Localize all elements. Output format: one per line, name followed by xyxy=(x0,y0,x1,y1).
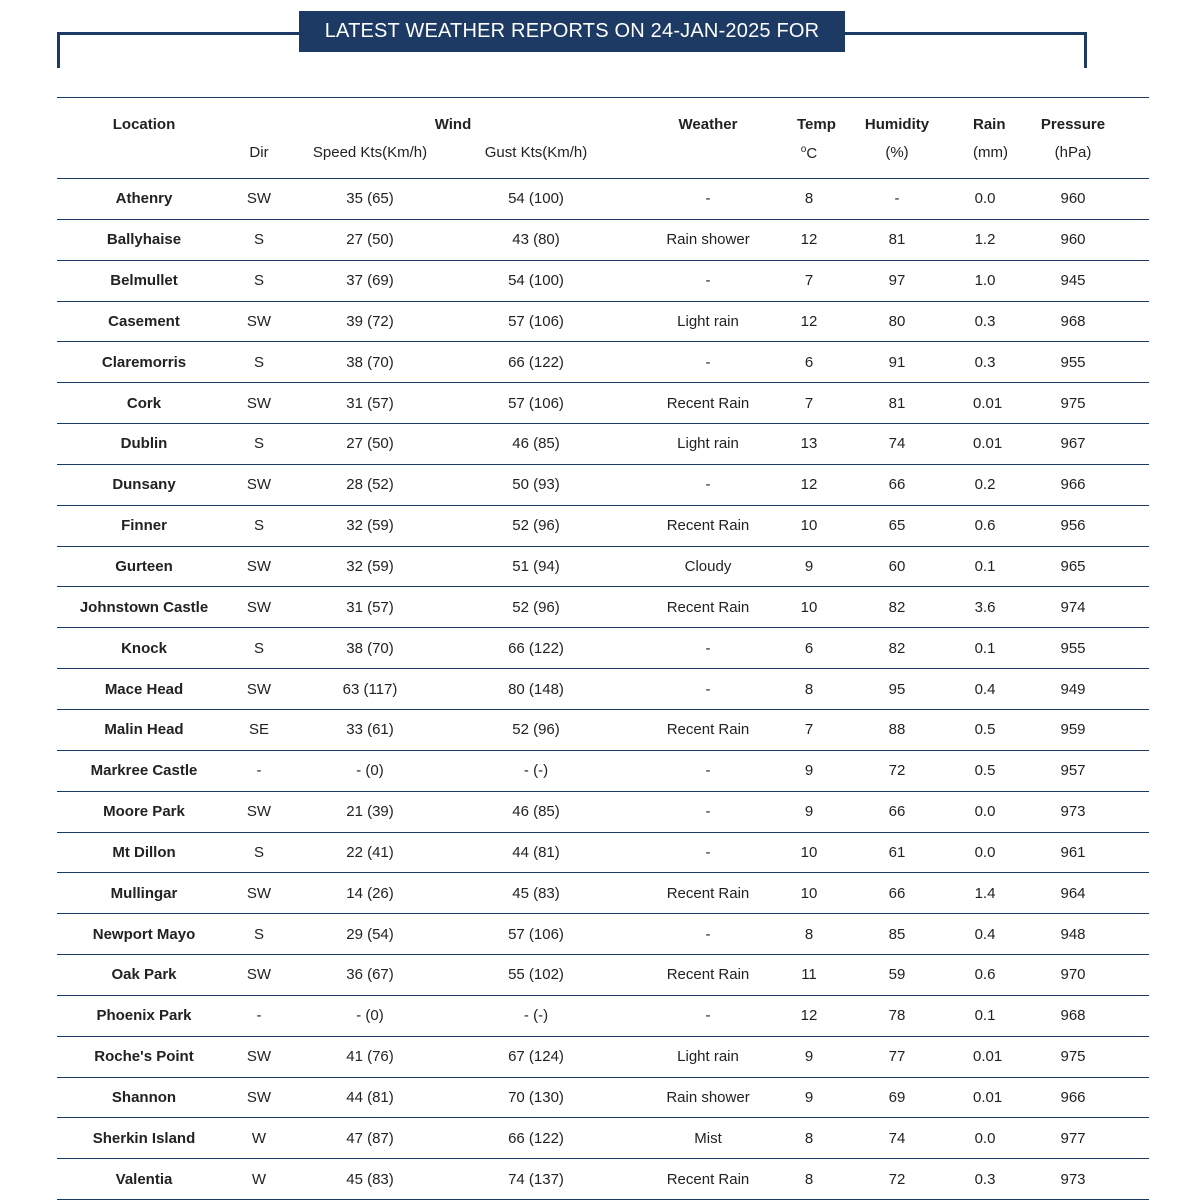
header-pressure: Pressure xyxy=(1040,115,1106,133)
header-location-unit xyxy=(57,144,231,179)
cell-weather: Recent Rain xyxy=(666,598,750,616)
table-row xyxy=(57,587,1149,628)
cell-location: Mullingar xyxy=(110,884,178,902)
cell-wind-dir: S xyxy=(253,231,264,249)
cell-weather: Rain shower xyxy=(666,231,750,249)
cell-wind-gust: 74 (137) xyxy=(508,1170,564,1188)
cell-pressure: 973 xyxy=(1060,1170,1086,1188)
table-row xyxy=(57,669,1149,710)
cell-pressure: 949 xyxy=(1060,680,1086,698)
cell-location: Shannon xyxy=(111,1088,177,1106)
cell-location: Knock xyxy=(121,639,167,657)
cell-wind-gust: 70 (130) xyxy=(508,1088,564,1106)
cell-pressure: 955 xyxy=(1060,639,1086,657)
cell-rain: 0.5 xyxy=(974,762,996,780)
cell-rain: 0.3 xyxy=(974,312,996,330)
cell-wind-dir: - xyxy=(256,1007,262,1025)
cell-humidity: 74 xyxy=(888,435,906,453)
cell-wind-dir: SW xyxy=(246,558,272,576)
cell-wind-speed: 14 (26) xyxy=(346,884,394,902)
cell-pressure: 968 xyxy=(1060,312,1086,330)
header-temp: Temp xyxy=(797,115,836,133)
cell-wind-gust: 43 (80) xyxy=(512,231,560,249)
cell-humidity: 59 xyxy=(888,966,906,984)
cell-pressure: 974 xyxy=(1060,598,1086,616)
cell-weather: Recent Rain xyxy=(666,1170,750,1188)
cell-humidity: 78 xyxy=(888,1007,906,1025)
cell-temp: 13 xyxy=(800,435,818,453)
cell-location: Roche's Point xyxy=(94,1048,194,1066)
cell-pressure: 966 xyxy=(1060,476,1086,494)
cell-pressure: 960 xyxy=(1060,231,1086,249)
cell-humidity: 72 xyxy=(888,1170,906,1188)
cell-weather: Light rain xyxy=(677,312,739,330)
cell-wind-dir: S xyxy=(253,353,264,371)
cell-rain: 1.0 xyxy=(974,272,996,290)
cell-wind-gust: 46 (85) xyxy=(512,803,560,821)
cell-wind-gust: 57 (106) xyxy=(508,312,564,330)
cell-pressure: 975 xyxy=(1060,394,1086,412)
cell-weather: Cloudy xyxy=(684,558,732,576)
cell-wind-speed: 45 (83) xyxy=(346,1170,394,1188)
cell-rain: 0.3 xyxy=(974,1170,996,1188)
cell-wind-speed: - (0) xyxy=(356,1007,384,1025)
cell-location: Malin Head xyxy=(104,721,184,739)
cell-pressure: 945 xyxy=(1060,272,1086,290)
cell-temp: 6 xyxy=(804,353,814,371)
cell-temp: 12 xyxy=(800,312,818,330)
header-rain-unit: (mm) xyxy=(973,144,1008,161)
cell-wind-gust: 54 (100) xyxy=(508,190,564,208)
cell-wind-gust: 51 (94) xyxy=(512,558,560,576)
cell-weather: - xyxy=(705,762,711,780)
cell-location: Sherkin Island xyxy=(92,1129,196,1147)
cell-rain: 0.0 xyxy=(974,1129,996,1147)
cell-wind-speed: 32 (59) xyxy=(346,558,394,576)
page-title: LATEST WEATHER REPORTS ON 24-JAN-2025 FOR 03:00 xyxy=(299,11,845,52)
cell-temp: 9 xyxy=(804,558,814,576)
cell-wind-dir: S xyxy=(253,639,264,657)
cell-temp: 10 xyxy=(800,517,818,535)
cell-temp: 9 xyxy=(804,762,814,780)
cell-temp: 8 xyxy=(804,1170,814,1188)
cell-wind-dir: SW xyxy=(246,394,272,412)
cell-rain: 0.2 xyxy=(974,476,996,494)
cell-weather: - xyxy=(705,843,711,861)
cell-rain: 0.0 xyxy=(974,803,996,821)
cell-humidity: 82 xyxy=(888,639,906,657)
cell-location: Moore Park xyxy=(103,803,185,821)
cell-wind-speed: 32 (59) xyxy=(346,517,394,535)
cell-location: Ballyhaise xyxy=(106,231,182,249)
cell-humidity: - xyxy=(894,190,900,208)
cell-location: Newport Mayo xyxy=(92,925,196,943)
cell-wind-gust: 50 (93) xyxy=(512,476,560,494)
cell-weather: - xyxy=(705,925,711,943)
header-dir: Dir xyxy=(249,144,269,161)
cell-temp: 12 xyxy=(800,231,818,249)
cell-wind-gust: - (-) xyxy=(523,762,549,780)
cell-weather: - xyxy=(705,190,711,208)
table-header xyxy=(57,98,1149,179)
header-row-main xyxy=(57,98,1149,145)
cell-humidity: 66 xyxy=(888,803,906,821)
table-body xyxy=(57,179,1149,1200)
cell-pressure: 965 xyxy=(1060,558,1086,576)
table-row xyxy=(57,914,1149,955)
cell-temp: 9 xyxy=(804,803,814,821)
cell-rain: 0.1 xyxy=(974,639,996,657)
cell-temp: 8 xyxy=(804,190,814,208)
table-row xyxy=(57,505,1149,546)
table-row xyxy=(57,464,1149,505)
cell-weather: - xyxy=(705,803,711,821)
cell-wind-gust: 45 (83) xyxy=(512,884,560,902)
cell-weather: - xyxy=(705,680,711,698)
cell-rain: 0.01 xyxy=(973,435,1003,453)
cell-rain: 0.3 xyxy=(974,353,996,371)
cell-wind-speed: 37 (69) xyxy=(346,272,394,290)
cell-weather: Light rain xyxy=(677,435,739,453)
cell-wind-speed: 21 (39) xyxy=(346,803,394,821)
cell-weather: Mist xyxy=(694,1129,722,1147)
cell-wind-dir: S xyxy=(253,517,264,535)
cell-location: Valentia xyxy=(115,1170,173,1188)
cell-wind-speed: 38 (70) xyxy=(346,353,394,371)
cell-pressure: 968 xyxy=(1060,1007,1086,1025)
cell-humidity: 77 xyxy=(888,1048,906,1066)
cell-wind-speed: 28 (52) xyxy=(346,476,394,494)
cell-wind-speed: 29 (54) xyxy=(346,925,394,943)
cell-humidity: 81 xyxy=(888,394,906,412)
cell-location: Dunsany xyxy=(112,476,176,494)
cell-weather: Rain shower xyxy=(666,1088,750,1106)
cell-pressure: 959 xyxy=(1060,721,1086,739)
cell-wind-speed: 47 (87) xyxy=(346,1129,394,1147)
cell-pressure: 967 xyxy=(1060,435,1086,453)
cell-weather: - xyxy=(705,1007,711,1025)
table-row xyxy=(57,873,1149,914)
cell-humidity: 88 xyxy=(888,721,906,739)
cell-pressure: 966 xyxy=(1060,1088,1086,1106)
cell-wind-speed: 39 (72) xyxy=(346,312,394,330)
table-row xyxy=(57,955,1149,996)
cell-pressure: 948 xyxy=(1060,925,1086,943)
cell-temp: 8 xyxy=(804,925,814,943)
temp-unit-label: C xyxy=(806,145,818,162)
cell-wind-dir: SE xyxy=(248,721,269,739)
cell-wind-dir: S xyxy=(253,272,264,290)
cell-wind-gust: - (-) xyxy=(523,1007,549,1025)
cell-humidity: 61 xyxy=(888,843,906,861)
cell-pressure: 964 xyxy=(1060,884,1086,902)
table-row xyxy=(57,1118,1149,1159)
cell-location: Belmullet xyxy=(110,272,178,290)
cell-humidity: 72 xyxy=(888,762,906,780)
cell-wind-speed: 41 (76) xyxy=(346,1048,394,1066)
cell-weather: - xyxy=(705,353,711,371)
cell-wind-gust: 52 (96) xyxy=(512,598,560,616)
cell-rain: 0.6 xyxy=(974,517,996,535)
cell-temp: 9 xyxy=(804,1048,814,1066)
table-row xyxy=(57,383,1149,424)
table-row xyxy=(57,342,1149,383)
cell-wind-dir: - xyxy=(256,762,262,780)
cell-temp: 12 xyxy=(800,1007,818,1025)
header-row-units xyxy=(57,144,1149,179)
cell-location: Cork xyxy=(126,394,162,412)
cell-temp: 12 xyxy=(800,476,818,494)
cell-location: Casement xyxy=(108,312,180,330)
cell-rain: 0.4 xyxy=(974,680,996,698)
cell-location: Finner xyxy=(121,517,167,535)
cell-wind-gust: 66 (122) xyxy=(508,353,564,371)
cell-wind-speed: 31 (57) xyxy=(346,598,394,616)
cell-rain: 1.4 xyxy=(974,884,996,902)
header-weather: Weather xyxy=(678,115,738,133)
cell-wind-dir: SW xyxy=(246,884,272,902)
header-pressure-unit: (hPa) xyxy=(1054,144,1092,161)
cell-weather: Recent Rain xyxy=(666,394,750,412)
header-humidity-unit: (%) xyxy=(885,144,909,161)
cell-location: Markree Castle xyxy=(90,762,198,780)
cell-temp: 8 xyxy=(804,1129,814,1147)
cell-wind-speed: 36 (67) xyxy=(346,966,394,984)
table-row xyxy=(57,301,1149,342)
cell-location: Phoenix Park xyxy=(96,1007,192,1025)
cell-temp: 10 xyxy=(800,843,818,861)
cell-humidity: 81 xyxy=(888,231,906,249)
cell-weather: - xyxy=(705,272,711,290)
table-row xyxy=(57,424,1149,465)
cell-weather: Recent Rain xyxy=(666,721,750,739)
cell-weather: - xyxy=(705,476,711,494)
cell-pressure: 955 xyxy=(1060,353,1086,371)
cell-rain: 0.01 xyxy=(973,1048,1003,1066)
cell-wind-speed: 35 (65) xyxy=(346,190,394,208)
cell-wind-speed: - (0) xyxy=(356,762,384,780)
weather-table-container xyxy=(57,97,1106,1200)
cell-wind-speed: 27 (50) xyxy=(346,231,394,249)
cell-wind-dir: SW xyxy=(246,803,272,821)
cell-weather: Recent Rain xyxy=(666,884,750,902)
table-row xyxy=(57,546,1149,587)
header-wind-spacer xyxy=(231,98,287,145)
header-location: Location xyxy=(112,115,176,133)
cell-humidity: 66 xyxy=(888,476,906,494)
cell-rain: 0.1 xyxy=(974,558,996,576)
cell-wind-gust: 80 (148) xyxy=(508,680,564,698)
cell-pressure: 977 xyxy=(1060,1129,1086,1147)
table-row xyxy=(57,179,1149,220)
cell-location: Oak Park xyxy=(111,966,177,984)
cell-temp: 7 xyxy=(804,272,814,290)
cell-humidity: 95 xyxy=(888,680,906,698)
cell-weather: Recent Rain xyxy=(666,517,750,535)
cell-wind-dir: S xyxy=(253,843,264,861)
cell-wind-gust: 67 (124) xyxy=(508,1048,564,1066)
cell-humidity: 82 xyxy=(888,598,906,616)
cell-pressure: 960 xyxy=(1060,190,1086,208)
cell-location: Mace Head xyxy=(104,680,184,698)
header-rain: Rain xyxy=(973,115,1006,133)
cell-pressure: 973 xyxy=(1060,803,1086,821)
cell-wind-gust: 55 (102) xyxy=(508,966,564,984)
cell-humidity: 74 xyxy=(888,1129,906,1147)
cell-weather: Recent Rain xyxy=(666,966,750,984)
cell-wind-dir: SW xyxy=(246,1048,272,1066)
cell-temp: 8 xyxy=(804,680,814,698)
table-row xyxy=(57,995,1149,1036)
cell-temp: 6 xyxy=(804,639,814,657)
table-row xyxy=(57,1077,1149,1118)
cell-wind-dir: W xyxy=(251,1129,267,1147)
cell-wind-dir: W xyxy=(251,1170,267,1188)
header-speed: Speed Kts(Km/h) xyxy=(312,144,428,161)
cell-location: Johnstown Castle xyxy=(79,598,209,616)
cell-wind-speed: 63 (117) xyxy=(342,680,398,698)
cell-wind-gust: 57 (106) xyxy=(508,925,564,943)
cell-pressure: 961 xyxy=(1060,843,1086,861)
cell-rain: 0.01 xyxy=(973,394,1003,412)
table-row xyxy=(57,791,1149,832)
header-gust: Gust Kts(Km/h) xyxy=(484,144,588,161)
cell-temp: 10 xyxy=(800,884,818,902)
cell-pressure: 956 xyxy=(1060,517,1086,535)
cell-humidity: 91 xyxy=(888,353,906,371)
cell-wind-gust: 57 (106) xyxy=(508,394,564,412)
cell-wind-gust: 66 (122) xyxy=(508,1129,564,1147)
cell-wind-dir: S xyxy=(253,925,264,943)
cell-humidity: 85 xyxy=(888,925,906,943)
cell-rain: 0.0 xyxy=(974,843,996,861)
cell-wind-dir: SW xyxy=(246,680,272,698)
cell-pressure: 957 xyxy=(1060,762,1086,780)
header-weather-unit xyxy=(619,144,797,179)
cell-wind-dir: SW xyxy=(246,312,272,330)
cell-pressure: 970 xyxy=(1060,966,1086,984)
cell-weather: Light rain xyxy=(677,1048,739,1066)
cell-wind-dir: S xyxy=(253,435,264,453)
degree-symbol: o xyxy=(800,144,807,155)
header-temp-unit xyxy=(797,144,821,179)
cell-wind-dir: SW xyxy=(246,966,272,984)
cell-location: Dublin xyxy=(120,435,168,453)
cell-rain: 3.6 xyxy=(974,598,996,616)
cell-humidity: 60 xyxy=(888,558,906,576)
cell-location: Mt Dillon xyxy=(112,843,176,861)
cell-wind-speed: 22 (41) xyxy=(346,843,394,861)
table-row xyxy=(57,709,1149,750)
cell-pressure: 975 xyxy=(1060,1048,1086,1066)
cell-humidity: 69 xyxy=(888,1088,906,1106)
cell-humidity: 66 xyxy=(888,884,906,902)
table-row xyxy=(57,1036,1149,1077)
cell-rain: 1.2 xyxy=(974,231,996,249)
cell-rain: 0.4 xyxy=(974,925,996,943)
cell-temp: 11 xyxy=(801,966,817,984)
cell-wind-dir: SW xyxy=(246,476,272,494)
cell-humidity: 80 xyxy=(888,312,906,330)
cell-wind-speed: 31 (57) xyxy=(346,394,394,412)
cell-wind-dir: SW xyxy=(246,1088,272,1106)
cell-humidity: 65 xyxy=(888,517,906,535)
cell-wind-gust: 54 (100) xyxy=(508,272,564,290)
cell-location: Gurteen xyxy=(115,558,173,576)
table-row xyxy=(57,832,1149,873)
cell-location: Claremorris xyxy=(101,353,187,371)
cell-wind-speed: 44 (81) xyxy=(346,1088,394,1106)
cell-wind-gust: 44 (81) xyxy=(512,843,560,861)
cell-temp: 10 xyxy=(800,598,818,616)
weather-table xyxy=(57,97,1149,1200)
cell-temp: 9 xyxy=(804,1088,814,1106)
cell-rain: 0.5 xyxy=(974,721,996,739)
cell-weather: - xyxy=(705,639,711,657)
cell-wind-gust: 66 (122) xyxy=(508,639,564,657)
cell-wind-speed: 27 (50) xyxy=(346,435,394,453)
table-row xyxy=(57,628,1149,669)
header-humidity: Humidity xyxy=(864,115,930,133)
cell-rain: 0.6 xyxy=(974,966,996,984)
cell-wind-dir: SW xyxy=(246,190,272,208)
cell-wind-gust: 46 (85) xyxy=(512,435,560,453)
cell-wind-gust: 52 (96) xyxy=(512,721,560,739)
cell-temp: 7 xyxy=(804,721,814,739)
cell-wind-gust: 52 (96) xyxy=(512,517,560,535)
cell-wind-dir: SW xyxy=(246,598,272,616)
table-row xyxy=(57,260,1149,301)
cell-temp: 7 xyxy=(804,394,814,412)
cell-rain: 0.01 xyxy=(973,1088,1003,1106)
cell-rain: 0.1 xyxy=(974,1007,996,1025)
cell-wind-speed: 33 (61) xyxy=(346,721,394,739)
table-row xyxy=(57,219,1149,260)
cell-humidity: 97 xyxy=(888,272,906,290)
cell-rain: 0.0 xyxy=(974,190,996,208)
header-wind: Wind xyxy=(434,115,472,133)
table-row xyxy=(57,750,1149,791)
table-row xyxy=(57,1159,1149,1200)
cell-wind-speed: 38 (70) xyxy=(346,639,394,657)
cell-location: Athenry xyxy=(115,190,173,208)
